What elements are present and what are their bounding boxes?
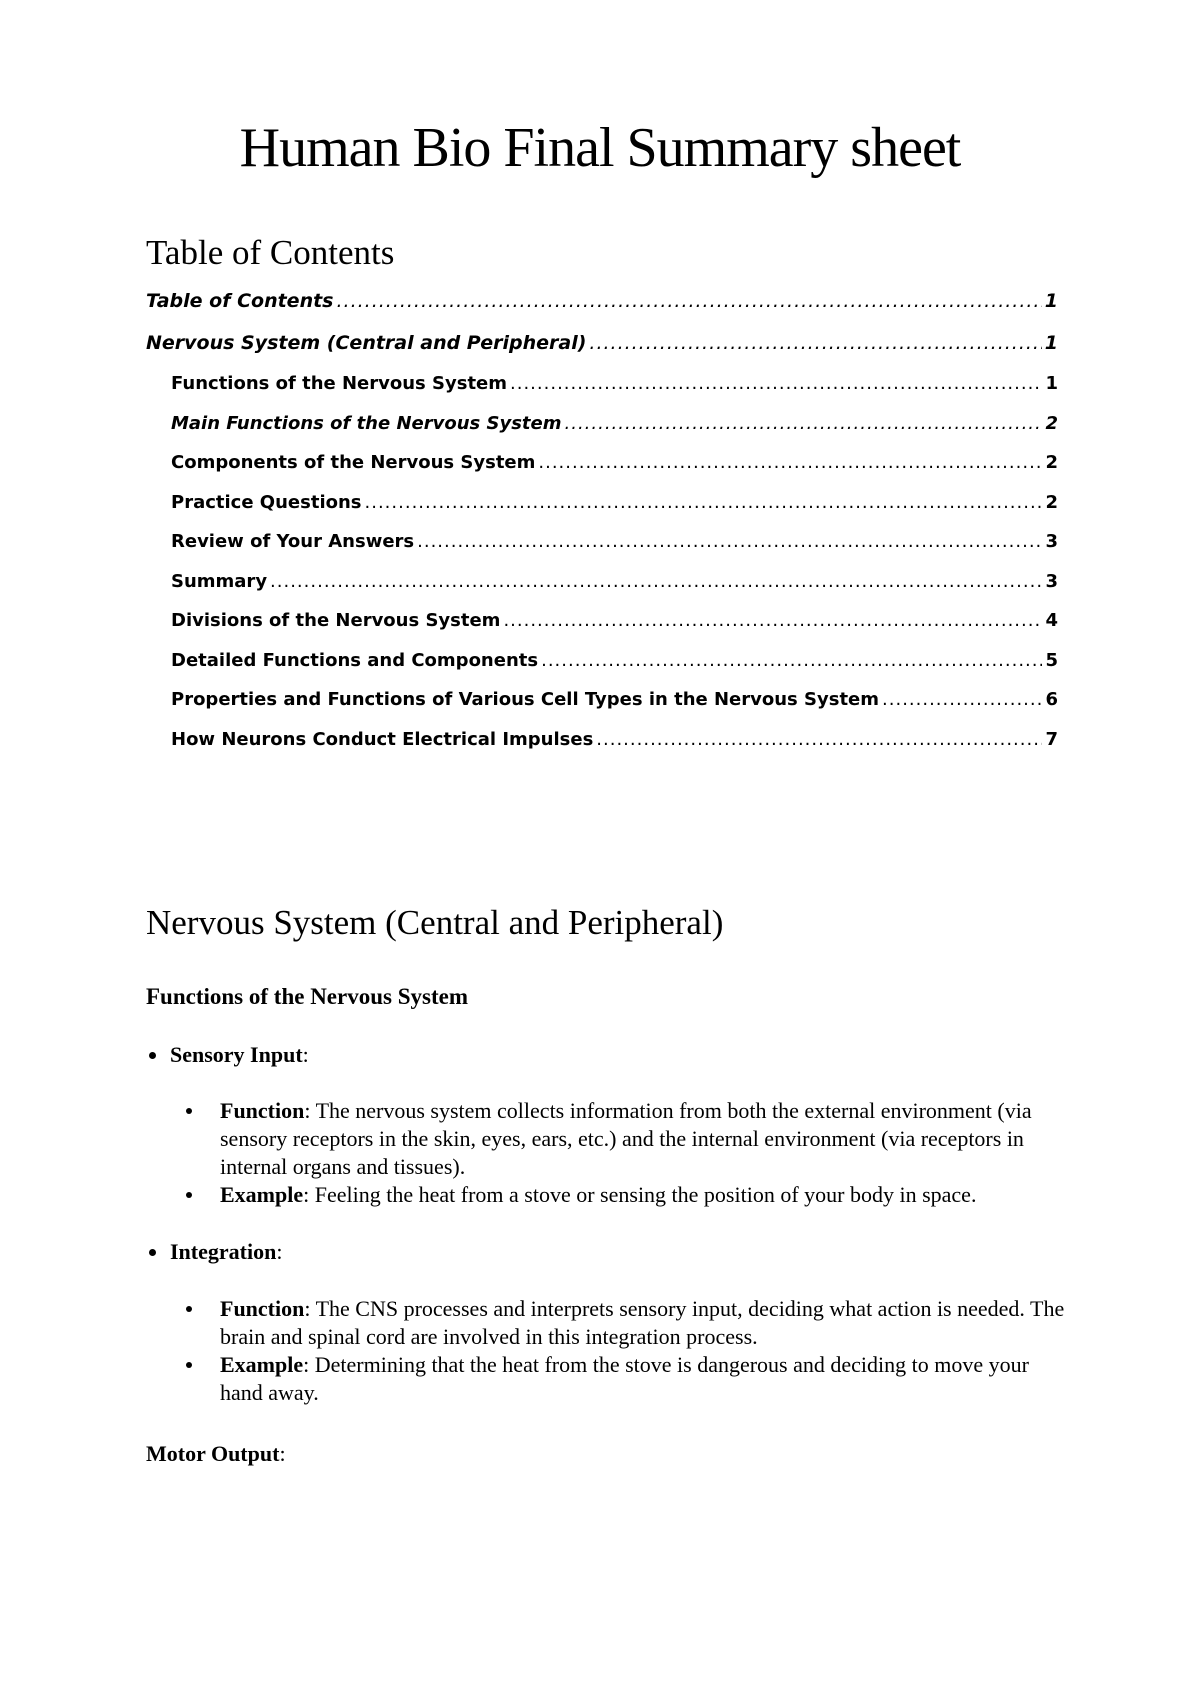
toc-dot-leader xyxy=(538,451,1042,475)
bullet-icon xyxy=(186,1192,192,1198)
toc-entry-main-functions[interactable] xyxy=(171,412,1058,436)
toc-page-number: 2 xyxy=(1045,413,1058,434)
toc-page-number: 1 xyxy=(1045,373,1058,394)
toc-entry-label: How Neurons Conduct Electrical Impulses xyxy=(171,729,594,750)
function-text: The CNS processes and interprets sensory input, deciding what action is needed. The brain and spinal cord are involved in this integration process. xyxy=(220,1296,1065,1349)
toc-entry-nervous-system[interactable] xyxy=(146,330,1058,356)
toc-entry-label: Functions of the Nervous System xyxy=(171,373,508,394)
toc-entry-detailed-functions[interactable] xyxy=(171,649,1058,673)
bullet-icon xyxy=(186,1108,192,1114)
toc-dot-leader xyxy=(565,412,1043,436)
toc-entry-label: Summary xyxy=(171,571,268,592)
toc-page-number: 4 xyxy=(1045,610,1058,631)
toc-entry-label: Nervous System (Central and Peripheral) xyxy=(146,332,587,354)
toc-dot-leader xyxy=(510,372,1042,396)
toc-entry-label: Detailed Functions and Components xyxy=(171,650,539,671)
toc-entry-label: Main Functions of the Nervous System xyxy=(171,413,562,434)
toc-page-number: 6 xyxy=(1045,689,1058,710)
toc-entry-components[interactable] xyxy=(171,451,1058,475)
toc-page-number: 2 xyxy=(1045,452,1058,473)
toc-heading: Table of Contents xyxy=(146,233,395,272)
example-text: Determining that the heat from the stove is dangerous and deciding to move your hand away. xyxy=(220,1352,1029,1405)
toc-page-number: 1 xyxy=(1044,332,1058,354)
motor-output-label: Motor Output xyxy=(146,1441,280,1466)
toc-entry-electrical-impulses[interactable] xyxy=(171,728,1058,752)
section-heading: Nervous System (Central and Peripheral) xyxy=(146,903,724,942)
toc-dot-leader xyxy=(882,688,1042,712)
toc-dot-leader xyxy=(337,288,1042,314)
toc-entry-label: Properties and Functions of Various Cell Types in the Nervous System xyxy=(171,689,880,710)
example-text: Feeling the heat from a stove or sensing the position of your body in space. xyxy=(314,1182,977,1207)
bullet-icon xyxy=(149,1052,156,1059)
toc-entry-label: Review of Your Answers xyxy=(171,531,415,552)
bullet-icon xyxy=(149,1249,156,1256)
toc-entry-practice-questions[interactable] xyxy=(171,491,1058,515)
bullet-icon xyxy=(186,1362,192,1368)
function-text: The nervous system collects information from both the external environment (via sensory receptors in the skin, eyes, ears, etc.) and the internal environment (via receptors in internal organs and tissues). xyxy=(220,1098,1032,1179)
bullet-icon xyxy=(186,1306,192,1312)
toc-dot-leader xyxy=(417,530,1042,554)
toc-page-number: 3 xyxy=(1045,531,1058,552)
toc-page-number: 7 xyxy=(1045,729,1058,750)
toc-entry-divisions[interactable] xyxy=(171,609,1058,633)
toc-entry-cell-types[interactable] xyxy=(171,688,1058,712)
toc-entry-label: Practice Questions xyxy=(171,492,362,513)
toc-page-number: 2 xyxy=(1045,492,1058,513)
item-title: Sensory Input xyxy=(170,1042,303,1067)
toc-dot-leader xyxy=(541,649,1042,673)
toc-entry-functions[interactable] xyxy=(171,372,1058,396)
toc-entry-label: Components of the Nervous System xyxy=(171,452,536,473)
toc-entry-review-answers[interactable] xyxy=(171,530,1058,554)
toc-entry-summary[interactable] xyxy=(171,570,1058,594)
item-title: Integration xyxy=(170,1239,277,1264)
toc-dot-leader xyxy=(589,330,1041,356)
function-label: Function xyxy=(220,1296,305,1321)
function-label: Function xyxy=(220,1098,305,1123)
document-title: Human Bio Final Summary sheet xyxy=(239,117,961,179)
toc-entry-label: Divisions of the Nervous System xyxy=(171,610,501,631)
motor-output-heading: Motor Output: xyxy=(146,1441,286,1466)
toc-page-number: 3 xyxy=(1045,571,1058,592)
toc-page-number: 1 xyxy=(1044,290,1058,312)
example-label: Example xyxy=(220,1352,304,1377)
toc-dot-leader xyxy=(503,609,1042,633)
toc-entry-table-of-contents[interactable] xyxy=(146,288,1058,314)
toc-entry-label: Table of Contents xyxy=(146,290,334,312)
document-page: Human Bio Final Summary sheet Table of Contents Table of Contents ..... 1 Nervous System (Central and Peripheral) ..... 1 Functions of the Nervous System ..... 1 Main Functions of the Nervous System ..... 2 Components of the Nervous System ..... 2 Practice Questions ..... 2 Review of Your Answers ..... 3 Summary ..... 3 Divisions of the Nervous System ..... 4 Detailed Functions and Components ..... 5 Properties and Functions of Various Cell Types in the Nervous System ..... 6 How Neurons Conduct Electrical Impulses ..... 7 Nervous System (Central and Peripheral) Functions of the Nervous System Sensory Input: Function: The nervous system collects information from both the external environment (via sensory receptors in the skin, eyes, ears, etc.) and the internal environment (via receptors in internal organs and tissues). Example: Feeling the heat from a stove or sensing the position of your body in space. Integration: Function: The CNS processes and interprets sensory input, deciding what action is needed. The brain and spinal cord are involved in this integration process. Example: Determining that the heat from the stove is dangerous and deciding to move your hand away. Motor Output: xyxy=(0,0,1200,1696)
toc-dot-leader xyxy=(270,570,1042,594)
example-label: Example xyxy=(220,1182,304,1207)
subsection-heading: Functions of the Nervous System xyxy=(146,984,468,1009)
toc-dot-leader xyxy=(596,728,1042,752)
toc-page-number: 5 xyxy=(1045,650,1058,671)
toc-dot-leader xyxy=(365,491,1043,515)
